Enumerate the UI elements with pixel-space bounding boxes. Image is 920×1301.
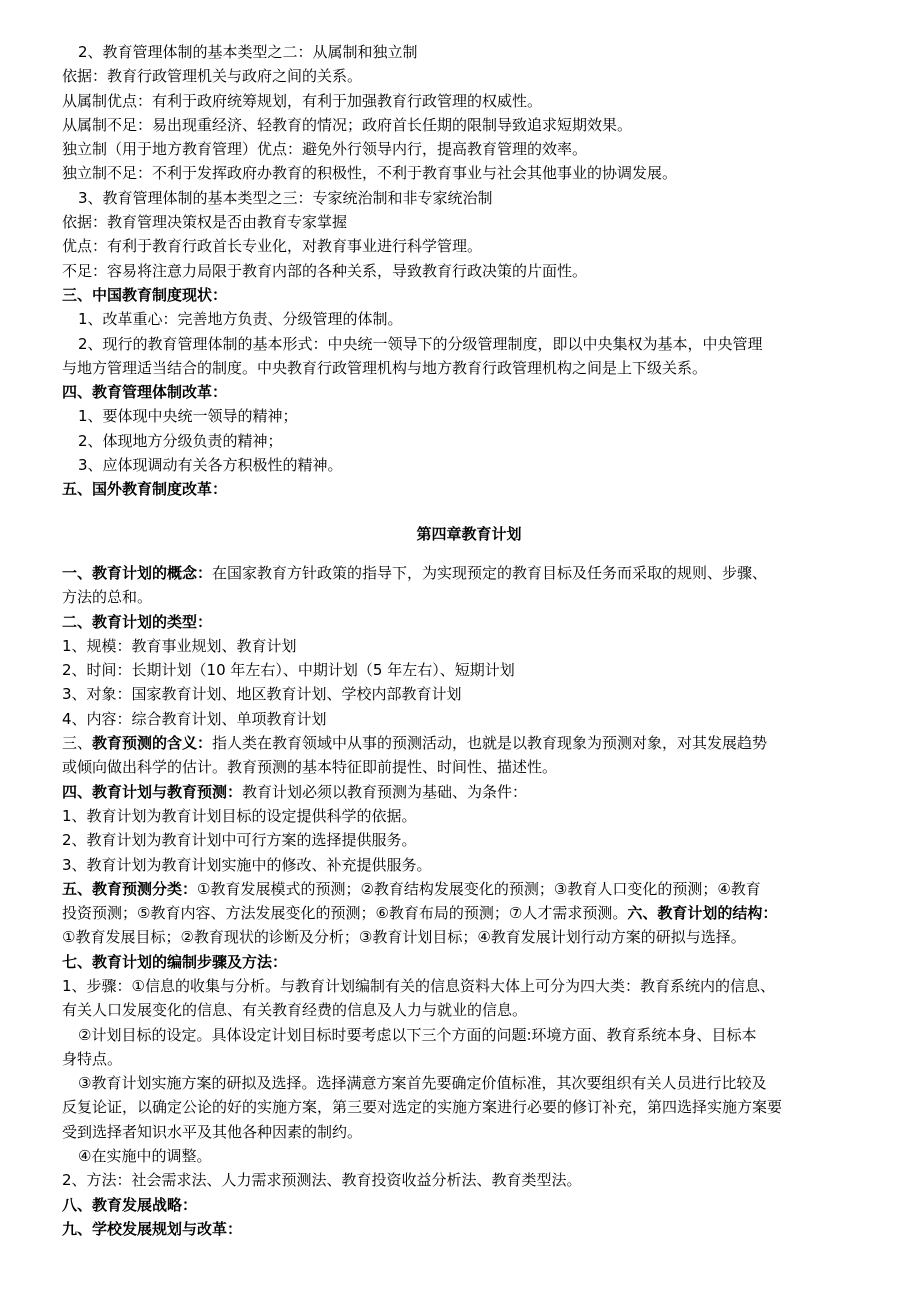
text-line: 3、教育计划为教育计划实施中的修改、补充提供服务。 [62,855,432,874]
section-heading: 二、教育计划的类型： [62,612,213,631]
text-line [62,877,876,901]
text-line: 2、教育管理体制的基本类型之二：从属制和独立制 [78,43,418,61]
section-heading: 九、学校发展规划与改革： [62,1219,243,1238]
text-line: 依据：教育行政管理机关与政府之间的关系。 [62,67,363,86]
text-line: 3、对象：国家教育计划、地区教育计划、学校内部教育计划 [62,685,462,704]
text-line: 2、现行的教育管理体制的基本形式：中央统一领导下的分级管理制度，即以中央集权为基本，中央管理 [78,334,763,353]
text-line: 4、内容：综合教育计划、单项教育计划 [62,709,327,728]
section-heading: 三、中国教育制度现状： [62,285,228,304]
text-line: 3、教育管理体制的基本类型之三：专家统治制和非专家统治制 [78,188,493,207]
term-definition: 教育计划必须以教育预测为基础、为条件： [242,782,528,801]
text-line [62,731,876,755]
text-line: 独立制（用于地方教育管理）优点：避免外行领导内行，提高教育管理的效率。 [62,140,588,159]
text-line: 1、规模：教育事业规划、教育计划 [62,636,297,655]
term-definition: ①教育发展模式的预测；②教育结构发展变化的预测；③教育人口变化的预测；④教育 [197,879,761,898]
text-line: ②计划目标的设定。具体设定计划目标时要考虑以下三个方面的问题:环境方面、教育系统本身、目标本 [78,1025,757,1044]
text-line: ①教育发展目标；②教育现状的诊断及分析；③教育计划目标；④教育发展计划行动方案的研拟与选择。 [62,928,746,947]
text-line: 1、改革重心：完善地方负责、分级管理的体制。 [78,310,403,329]
text-line: 从属制不足：易出现重经济、轻教育的情况；政府首长任期的限制导致追求短期效果。 [62,115,633,134]
text-line: 方法的总和。 [62,588,153,607]
term-label: 教育预测的含义： [92,734,213,753]
text-line: 2、时间：长期计划（10 年左右）、中期计划（5 年左右）、短期计划 [62,661,515,680]
term-label: 五、教育预测分类： [62,879,198,898]
text-line [62,780,876,804]
section-heading: 五、国外教育制度改革： [62,480,228,499]
section-number: 三、 [62,734,93,753]
term-definition: 投资预测；⑤教育内容、方法发展变化的预测；⑥教育布局的预测；⑦人才需求预测。 [62,904,628,923]
text-line: 3、应体现调动有关各方积极性的精神。 [78,456,343,475]
term-label: 六、教育计划的结构： [627,904,778,923]
term-label: 一、教育计划的概念： [62,563,213,582]
text-line: ③教育计划实施方案的研拟及选择。选择满意方案首先要确定价值标准，其次要组织有关人员进行比较及 [78,1074,767,1093]
text-line: 依据：教育管理决策权是否由教育专家掌握 [62,213,348,232]
term-definition: 在国家教育方针政策的指导下，为实现预定的教育目标及任务而采取的规则、步骤、 [212,563,768,582]
text-line: 独立制不足：不利于发挥政府办教育的积极性，不利于教育事业与社会其他事业的协调发展。 [62,164,678,183]
text-line: 身特点。 [62,1049,123,1068]
text-line: 或倾向做出科学的估计。教育预测的基本特征即前提性、时间性、描述性。 [62,758,558,777]
text-line: 2、教育计划为教育计划中可行方案的选择提供服务。 [62,831,417,850]
text-line: 反复论证，以确定公论的好的实施方案，第三要对选定的实施方案进行必要的修订补充，第四选择实施方案要 [62,1098,783,1117]
text-line [62,561,876,585]
text-line: 与地方管理适当结合的制度。中央教育行政管理机构与地方教育行政管理机构之间是上下级关系。 [62,358,708,377]
section-heading: 七、教育计划的编制步骤及方法： [62,952,288,971]
text-line: 2、体现地方分级负责的精神； [78,431,283,450]
term-label: 四、教育计划与教育预测： [62,782,243,801]
text-line [62,901,876,925]
term-definition: 指人类在教育领域中从事的预测活动，也就是以教育现象为预测对象，对其发展趋势 [212,734,768,753]
section-heading: 八、教育发展战略： [62,1195,198,1214]
text-line: 1、教育计划为教育计划目标的设定提供科学的依据。 [62,806,417,825]
chapter-title: 第四章教育计划 [416,524,522,543]
text-line: 有关人口发展变化的信息、有关教育经费的信息及人力与就业的信息。 [62,1001,528,1020]
text-line: 不足：容易将注意力局限于教育内部的各种关系，导致教育行政决策的片面性。 [62,261,588,280]
text-line: 1、步骤：①信息的收集与分析。与教育计划编制有关的信息资料大体上可分为四大类：教育系统内的信息、 [62,976,775,995]
text-line: 从属制优点：有利于政府统筹规划，有利于加强教育行政管理的权威性。 [62,91,543,110]
text-line: 2、方法：社会需求法、人力需求预测法、教育投资收益分析法、教育类型法。 [62,1171,582,1190]
text-line: 优点：有利于教育行政首长专业化，对教育事业进行科学管理。 [62,237,483,256]
text-line: ④在实施中的调整。 [78,1147,212,1166]
section-heading: 四、教育管理体制改革： [62,383,228,402]
text-line: 1、要体现中央统一领导的精神； [78,407,298,426]
text-line: 受到选择者知识水平及其他各种因素的制约。 [62,1122,363,1141]
